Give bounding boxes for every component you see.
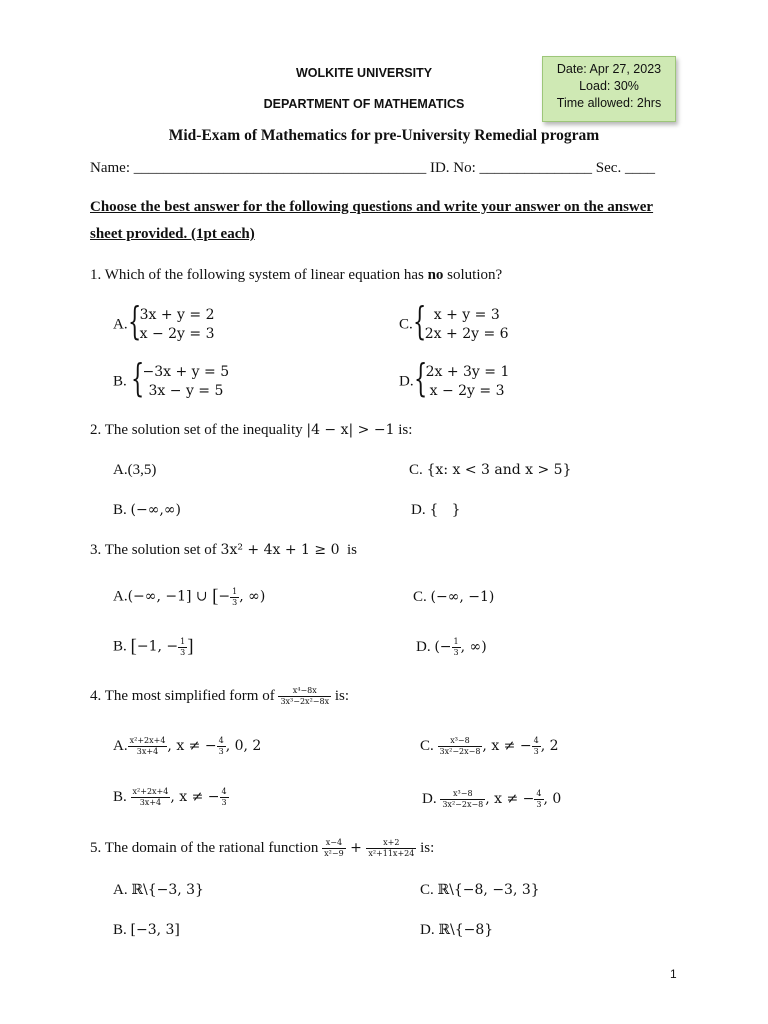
q2-option-b-label: B. (113, 502, 131, 518)
q1-d-eq1: 2x + 3y = 1 (425, 364, 510, 380)
q2-option-b (113, 502, 181, 519)
question-4-fraction (278, 686, 331, 707)
question-5-text: 5. The domain of the rational function (90, 839, 323, 856)
question-5-plus: + (345, 839, 367, 856)
q3-option-a: A.(−∞, −1] ∪ [− $\frac{1}{3}$ , ∞) (113, 586, 266, 607)
frac-den: 3 (221, 798, 227, 807)
q5-option-b (113, 922, 180, 939)
q3-option-a-minus: − (218, 588, 231, 605)
frac-den: x²−9 (324, 849, 344, 858)
q4-option-a (113, 736, 261, 757)
q4-option-d-fraction (440, 789, 485, 810)
q3-option-a-label: A. (113, 588, 128, 605)
q5-option-b-value: [−3, 3] (130, 922, 180, 938)
q2-option-c-value: {x: x < 3 and x > 5} (426, 462, 572, 478)
frac-num: 4 (533, 736, 539, 745)
frac-num: 1 (453, 637, 459, 646)
question-2 (90, 422, 412, 439)
frac-den: 3 (536, 800, 542, 809)
exam-title: Mid-Exam of Mathematics for pre-University Remedial program (168, 127, 600, 144)
department-name: DEPARTMENT OF MATHEMATICS (263, 97, 465, 111)
q4-option-a-cond-fraction (217, 736, 226, 757)
q4-option-d-label: D. (422, 790, 441, 807)
frac-den: 3x+4 (139, 798, 162, 807)
frac-den: 3 (453, 648, 459, 657)
q4-option-d-condition: , x ≠ − (485, 790, 535, 807)
q4-option-b-condition: , x ≠ − (170, 788, 220, 805)
q5-option-a-value: ℝ\{−3, 3} (131, 882, 204, 898)
q4-option-d (422, 789, 561, 810)
q1-option-b-system: { −3x + y = 5 3x − y = 5 (130, 356, 230, 400)
q2-option-d-label: D. (411, 502, 430, 518)
frac-num: 1 (180, 636, 186, 646)
q3-option-b: B. [−1, − $\frac{1}{3}$ ] (113, 636, 194, 657)
university-name: WOLKITE UNIVERSITY (295, 66, 433, 80)
exam-info-box (542, 56, 676, 122)
q4-option-a-label: A. (113, 737, 128, 754)
q5-option-b-label: B. (113, 922, 131, 938)
q4-option-a-condition: , x ≠ − (167, 737, 217, 754)
frac-den: 3x²−2x−8 (442, 800, 484, 809)
q4-option-a-tail: , 0, 2 (225, 737, 262, 754)
frac-num: x²+2x+4 (129, 736, 166, 745)
q5-option-c (420, 882, 540, 899)
q1-option-a-label: A. (113, 316, 128, 333)
instructions-line-2: sheet provided. (1pt each) (90, 226, 255, 242)
frac-num: x²+2x+4 (132, 787, 169, 796)
question-3-expression: 3x² + 4x + 1 ≥ 0 (220, 542, 340, 558)
question-2-text: 2. The solution set of the inequality (90, 422, 307, 438)
question-2-expression: |4 − x| > −1 (306, 422, 395, 438)
q5-option-c-label: C. (420, 882, 438, 898)
q3-option-a-fraction (230, 587, 239, 608)
q3-option-c-value: (−∞, −1) (430, 589, 495, 605)
question-4 (90, 686, 349, 707)
question-5-fraction-2 (366, 838, 416, 859)
q1-option-b-label: B. (113, 373, 127, 390)
q1-d-eq2: x − 2y = 3 (429, 383, 505, 399)
question-1-text: 1. Which of the following system of linear equation has (90, 267, 428, 283)
q4-option-a-fraction (128, 736, 168, 757)
question-5 (90, 838, 434, 859)
frac-num: 1 (232, 586, 238, 596)
q4-option-b-cond-fraction (220, 787, 229, 808)
exam-load: Load: 30% (579, 79, 639, 93)
question-3 (90, 542, 357, 559)
question-4-text: 4. The most simplified form of (90, 687, 279, 704)
instructions-line-1: Choose the best answer for the following questions and write your answer on the answer (90, 199, 654, 215)
frac-num: 4 (536, 789, 542, 798)
frac-num: 4 (221, 787, 227, 796)
frac-den: 3 (180, 647, 186, 657)
q3-option-d (416, 637, 487, 658)
q3-option-b-label: B. (113, 638, 131, 655)
question-3-text-end: is (339, 542, 357, 558)
q1-a-eq2: x − 2y = 3 (139, 326, 215, 342)
q3-option-d-part2: , ∞) (460, 638, 487, 655)
q3-option-d-fraction (452, 637, 461, 658)
q4-option-d-tail: , 0 (543, 790, 562, 807)
q4-option-c-cond-fraction (532, 736, 541, 757)
q2-option-a: A.(3,5) (113, 462, 157, 478)
q2-option-d-value: { } (429, 502, 461, 518)
q1-b-eq1: −3x + y = 5 (142, 364, 230, 380)
question-1-text-end: solution? (443, 267, 503, 283)
q2-option-c (409, 462, 572, 479)
frac-den: 3x+4 (136, 747, 159, 756)
q5-option-a (113, 882, 204, 899)
q3-option-d-label: D. (416, 638, 435, 655)
q1-option-d (399, 356, 510, 401)
q5-option-c-value: ℝ\{−8, −3, 3} (437, 882, 540, 898)
frac-den: 3 (533, 747, 539, 756)
q1-c-eq2: 2x + 2y = 6 (424, 326, 509, 342)
q4-option-d-cond-fraction (534, 789, 543, 810)
q2-option-c-label: C. (409, 462, 427, 478)
frac-num: x³−8 (438, 736, 483, 747)
q1-option-c (399, 299, 509, 344)
q1-option-b (113, 356, 230, 401)
q5-option-d-value: ℝ\{−8} (438, 922, 494, 938)
q4-option-c-condition: , x ≠ − (482, 737, 532, 754)
frac-den: 3x³−2x²−8x (280, 697, 330, 706)
question-1-emphasis: no (427, 267, 444, 283)
frac-num: x⁴−8x (278, 686, 331, 697)
q4-option-c-tail: , 2 (540, 737, 559, 754)
q3-option-b-fraction (178, 637, 187, 658)
q1-option-d-system: { 2x + 3y = 1 x − 2y = 3 (413, 356, 510, 400)
exam-time-allowed: Time allowed: 2hrs (556, 96, 662, 110)
q2-option-d (411, 502, 461, 519)
q3-option-b-part1: −1, − (136, 638, 179, 655)
q1-a-eq1: 3x + y = 2 (139, 307, 215, 323)
q4-option-c-fraction (438, 736, 483, 757)
q5-option-a-label: A. (113, 882, 132, 898)
q3-option-a-part3: , ∞) (239, 588, 266, 605)
q1-option-a (113, 299, 215, 344)
frac-den: 3 (218, 747, 224, 756)
question-4-text-end: is: (331, 687, 350, 704)
question-5-text-end: is: (416, 839, 435, 856)
page-number: 1 (670, 967, 677, 981)
student-info-line: Name: _______________________________________ ID. No: _______________ Sec. ____ (90, 160, 655, 176)
question-2-text-end: is: (394, 422, 413, 438)
q3-option-c-label: C. (413, 589, 431, 605)
q1-b-eq2: 3x − y = 5 (148, 383, 224, 399)
q1-option-c-label: C. (399, 316, 413, 333)
q5-option-d-label: D. (420, 922, 439, 938)
question-5-fraction-1 (322, 838, 346, 859)
q4-option-c-label: C. (420, 737, 438, 754)
question-1 (90, 267, 502, 284)
q4-option-b-label: B. (113, 788, 131, 805)
frac-den: 3 (232, 597, 238, 607)
q1-option-a-system: { 3x + y = 2 x − 2y = 3 (127, 299, 215, 343)
q5-option-d (420, 922, 493, 939)
q4-option-b (113, 787, 229, 808)
q3-option-a-part1: (−∞, −1] ∪ (127, 588, 213, 605)
q1-option-c-system: { x + y = 3 2x + 2y = 6 (412, 299, 509, 343)
exam-date: Date: Apr 27, 2023 (556, 62, 662, 76)
question-3-text: 3. The solution set of (90, 542, 221, 558)
q3-option-d-part1: (− (434, 638, 452, 655)
q1-option-d-label: D. (399, 373, 414, 390)
frac-den: x²+11x+24 (368, 849, 415, 858)
frac-den: 3x²−2x−8 (439, 747, 481, 756)
frac-num: x³−8 (440, 789, 485, 800)
q4-option-c (420, 736, 559, 757)
q1-c-eq1: x + y = 3 (433, 307, 500, 323)
frac-num: x−4 (322, 838, 346, 849)
q2-option-b-value: (−∞,∞) (130, 502, 181, 518)
q3-option-c (413, 589, 494, 606)
frac-num: x+2 (366, 838, 416, 849)
frac-num: 4 (218, 736, 224, 745)
q4-option-b-fraction (131, 787, 171, 808)
